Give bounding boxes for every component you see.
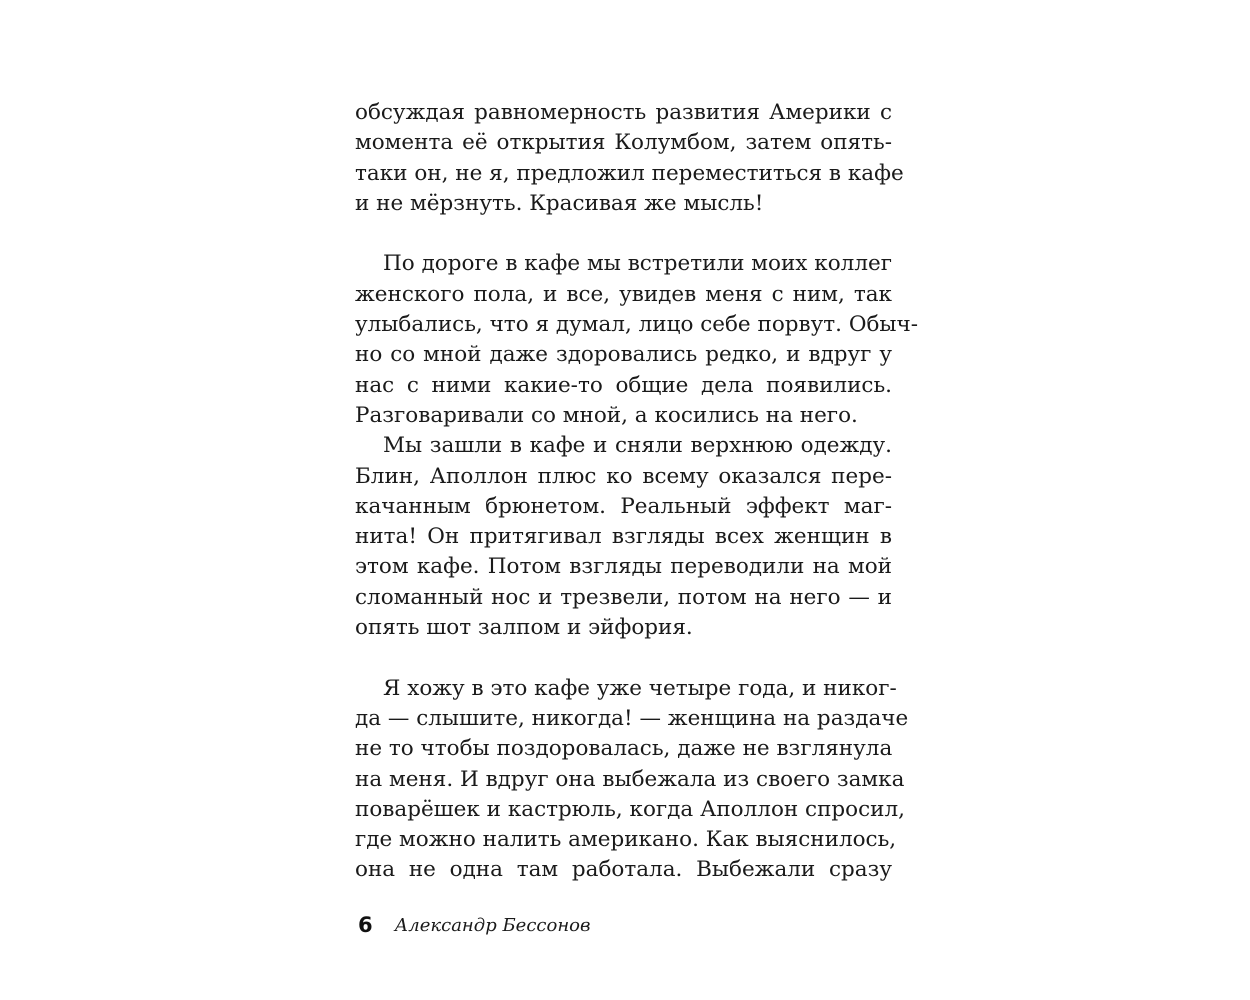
running-footer-author: Александр Бессонов [394,914,591,936]
text-line: этом кафе. Потом взгляды переводили на мой [355,554,892,580]
text-line: Разговаривали со мной, а косились на него. [355,402,858,428]
text-line: сломанный нос и трезвели, потом на него — и [355,584,892,610]
text-line: улыбались, что я думал, лицо себе порвут. Обыч- [355,312,918,338]
text-line: момента её открытия Колумбом, затем опять- [355,130,892,156]
text-line: нас с ними какие-то общие дела появились. [355,372,892,398]
text-line: Блин, Аполлон плюс ко всему оказался пере- [355,463,892,489]
text-line: да — слышите, никогда! — женщина на раздаче [355,705,909,731]
text-line: где можно налить американо. Как выяснилось, [355,827,897,853]
text-line: женского пола, и все, увидев меня с ним, так [355,281,892,307]
text-line: опять шот залпом и эйфория. [355,615,693,641]
text-line: качанным брюнетом. Реальный эффект маг- [355,493,892,519]
paragraph-gap [355,643,892,673]
text-line: Мы зашли в кафе и сняли верхнюю одежду. [383,433,892,459]
page-footer [358,910,591,940]
text-line: не то чтобы поздоровалась, даже не взглянула [355,736,893,762]
text-line: но со мной даже здоровались редко, и вдруг у [355,342,892,368]
body-text [355,98,918,886]
text-line: нита! Он притягивал взгляды всех женщин в [355,524,892,550]
text-line: обсуждая равномерность развития Америки с [355,100,892,125]
page-number: 6 [358,913,373,937]
text-line: По дороге в кафе мы встретили моих коллег [383,251,892,277]
text-line: Я хожу в это кафе уже четыре года, и никог- [383,675,897,701]
text-line: на меня. И вдруг она выбежала из своего замка [355,766,905,792]
text-line: и не мёрзнуть. Красивая же мысль! [355,190,764,216]
text-line: таки он, не я, предложил переместиться в кафе [355,160,904,186]
paragraph-gap [355,219,892,249]
text-line: она не одна там работала. Выбежали сразу [355,857,892,883]
text-line: поварёшек и кастрюль, когда Аполлон спросил, [355,796,905,822]
